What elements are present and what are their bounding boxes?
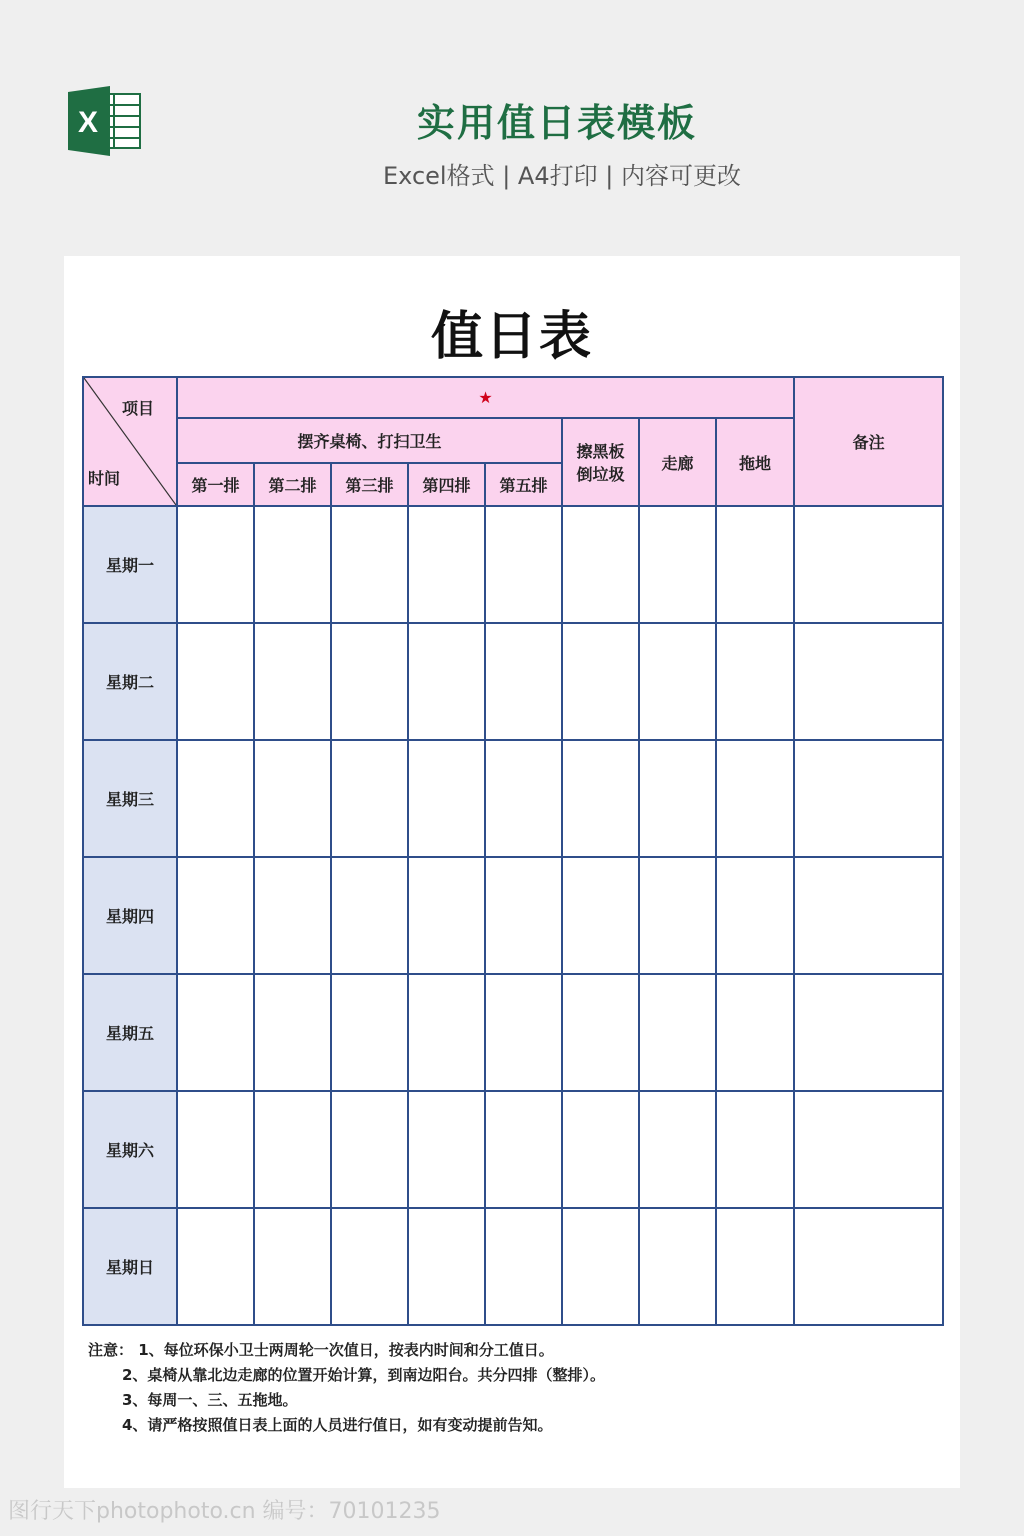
duty-cell[interactable] — [716, 857, 794, 974]
duty-cell[interactable] — [177, 1208, 254, 1325]
row-header-2: 第二排 — [254, 463, 331, 506]
day-label: 星期五 — [83, 974, 177, 1091]
duty-cell[interactable] — [485, 506, 562, 623]
duty-cell[interactable] — [639, 1091, 716, 1208]
duty-cell[interactable] — [794, 974, 943, 1091]
note-item-3: 3、每周一、三、五拖地。 — [122, 1391, 298, 1409]
duty-cell[interactable] — [254, 974, 331, 1091]
duty-cell[interactable] — [331, 857, 408, 974]
duty-cell[interactable] — [485, 1091, 562, 1208]
notes — [88, 1338, 605, 1438]
duty-cell[interactable] — [794, 1091, 943, 1208]
day-label: 星期三 — [83, 740, 177, 857]
blackboard-header — [562, 418, 639, 506]
day-label: 星期一 — [83, 506, 177, 623]
duty-cell[interactable] — [639, 857, 716, 974]
duty-cell[interactable] — [639, 1208, 716, 1325]
duty-cell[interactable] — [562, 740, 639, 857]
duty-cell[interactable] — [331, 1091, 408, 1208]
duty-cell[interactable] — [485, 740, 562, 857]
duty-cell[interactable] — [331, 623, 408, 740]
table-row — [83, 1091, 943, 1208]
table-row — [83, 857, 943, 974]
day-label: 星期日 — [83, 1208, 177, 1325]
duty-cell[interactable] — [331, 740, 408, 857]
day-label: 星期六 — [83, 1091, 177, 1208]
logo-letter: X — [77, 106, 99, 139]
document-title: 值日表 — [430, 307, 593, 367]
duty-cell[interactable] — [562, 974, 639, 1091]
duty-cell[interactable] — [562, 506, 639, 623]
duty-cell[interactable] — [485, 1208, 562, 1325]
table-row — [83, 740, 943, 857]
duty-cell[interactable] — [794, 623, 943, 740]
duty-cell[interactable] — [254, 857, 331, 974]
day-label: 星期四 — [83, 857, 177, 974]
note-line-1 — [88, 1338, 605, 1363]
duty-cell[interactable] — [562, 857, 639, 974]
corridor-header: 走廊 — [639, 418, 716, 506]
duty-cell[interactable] — [254, 1091, 331, 1208]
duty-cell[interactable] — [562, 1208, 639, 1325]
duty-cell[interactable] — [331, 974, 408, 1091]
duty-cell[interactable] — [254, 740, 331, 857]
day-rows — [83, 506, 943, 1325]
duty-cell[interactable] — [485, 974, 562, 1091]
duty-cell[interactable] — [485, 623, 562, 740]
duty-cell[interactable] — [177, 974, 254, 1091]
duty-cell[interactable] — [716, 1091, 794, 1208]
duty-table — [82, 376, 944, 1326]
duty-cell[interactable] — [485, 857, 562, 974]
duty-cell[interactable] — [177, 1091, 254, 1208]
star-header-cell — [177, 377, 794, 418]
table-row — [83, 623, 943, 740]
day-label: 星期二 — [83, 623, 177, 740]
diagonal-time-label: 时间 — [88, 469, 121, 488]
duty-cell[interactable] — [254, 506, 331, 623]
cleaning-group-header: 摆齐桌椅、打扫卫生 — [177, 418, 562, 463]
duty-cell[interactable] — [408, 1208, 485, 1325]
duty-cell[interactable] — [254, 623, 331, 740]
row-header-4: 第四排 — [408, 463, 485, 506]
duty-cell[interactable] — [716, 1208, 794, 1325]
duty-cell[interactable] — [177, 623, 254, 740]
duty-cell[interactable] — [408, 1091, 485, 1208]
duty-cell[interactable] — [408, 623, 485, 740]
note-item-2: 2、桌椅从靠北边走廊的位置开始计算，到南边阳台。共分四排（整排）。 — [122, 1366, 605, 1384]
duty-cell[interactable] — [408, 506, 485, 623]
duty-cell[interactable] — [716, 506, 794, 623]
duty-cell[interactable] — [794, 506, 943, 623]
duty-cell[interactable] — [254, 1208, 331, 1325]
duty-cell[interactable] — [639, 974, 716, 1091]
blackboard-label-line1: 擦黑板 — [576, 442, 625, 461]
note-item-4: 4、请严格按照值日表上面的人员进行值日，如有变动提前告知。 — [122, 1416, 553, 1434]
diagonal-header-cell — [83, 377, 177, 506]
duty-cell[interactable] — [177, 740, 254, 857]
duty-cell[interactable] — [794, 857, 943, 974]
duty-cell[interactable] — [177, 506, 254, 623]
duty-cell[interactable] — [716, 974, 794, 1091]
note-item-1: 1、每位环保小卫士两周轮一次值日，按表内时间和分工值日。 — [138, 1341, 554, 1359]
duty-cell[interactable] — [639, 506, 716, 623]
page-subtitle: Excel格式 | A4打印 | 内容可更改 — [383, 162, 741, 190]
row-header-5: 第五排 — [485, 463, 562, 506]
duty-cell[interactable] — [562, 623, 639, 740]
duty-cell[interactable] — [794, 1208, 943, 1325]
row-header-1: 第一排 — [177, 463, 254, 506]
page-title: 实用值日表模板 — [416, 101, 697, 145]
remark-header: 备注 — [794, 377, 943, 506]
row-header-3: 第三排 — [331, 463, 408, 506]
watermark: 图行天下photophoto.cn 编号：70101235 — [8, 1499, 441, 1524]
diagonal-item-label: 项目 — [121, 399, 154, 418]
duty-cell[interactable] — [716, 623, 794, 740]
duty-cell[interactable] — [408, 974, 485, 1091]
duty-cell[interactable] — [408, 740, 485, 857]
duty-cell[interactable] — [408, 857, 485, 974]
duty-cell[interactable] — [794, 740, 943, 857]
table-row — [83, 1208, 943, 1325]
table-row — [83, 974, 943, 1091]
mop-header: 拖地 — [716, 418, 794, 506]
duty-cell[interactable] — [716, 740, 794, 857]
duty-cell[interactable] — [639, 623, 716, 740]
star-icon: ★ — [478, 388, 493, 407]
duty-cell[interactable] — [639, 740, 716, 857]
duty-cell[interactable] — [562, 1091, 639, 1208]
table-row — [83, 506, 943, 623]
duty-cell[interactable] — [331, 1208, 408, 1325]
duty-cell[interactable] — [177, 857, 254, 974]
notes-label: 注意： — [88, 1341, 134, 1359]
blackboard-label-line2: 倒垃圾 — [576, 465, 625, 484]
duty-cell[interactable] — [331, 506, 408, 623]
